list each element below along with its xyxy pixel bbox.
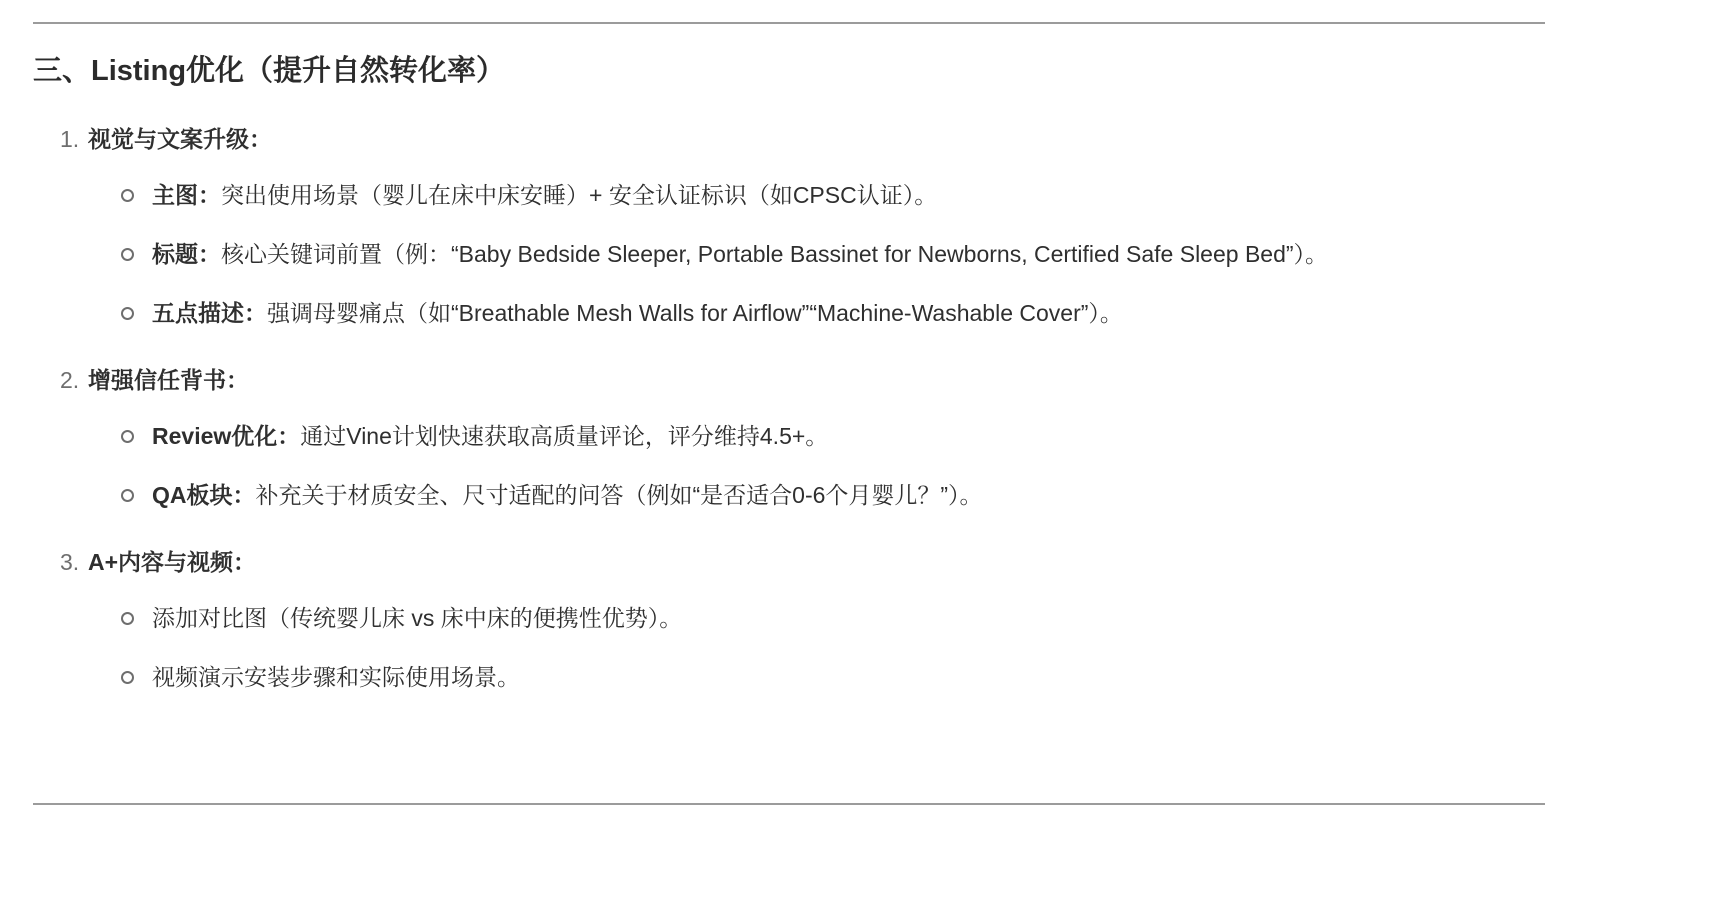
bullet-body: 通过Vine计划快速获取高质量评论，评分维持4.5+。	[300, 423, 829, 449]
top-divider	[33, 22, 1545, 24]
list-item-body	[88, 537, 1545, 711]
bottom-divider	[33, 803, 1545, 805]
list-item-label: A+内容与视频：	[88, 549, 257, 575]
bullet-text	[152, 229, 1328, 280]
list-item	[88, 229, 1545, 280]
bullet-lead: 五点描述：	[152, 300, 267, 326]
list-item-label: 增强信任背书：	[88, 367, 249, 393]
section-heading: 三、Listing优化（提升自然转化率）	[33, 55, 506, 87]
bullet-icon	[121, 671, 134, 684]
bullet-icon	[121, 248, 134, 261]
list-item	[88, 652, 1545, 703]
bullet-icon	[121, 307, 134, 320]
document-content	[33, 22, 1545, 805]
ordered-list	[33, 114, 1545, 711]
sub-bullet-list	[88, 593, 1545, 703]
bullet-icon	[121, 612, 134, 625]
bullet-icon	[121, 189, 134, 202]
list-item-number: 3.	[60, 549, 80, 575]
list-item-number: 1.	[60, 126, 80, 152]
bullet-body: 视频演示安装步骤和实际使用场景。	[152, 664, 520, 690]
bullet-icon	[121, 489, 134, 502]
list-item	[88, 411, 1545, 462]
list-item	[33, 114, 1545, 347]
list-item	[88, 170, 1545, 221]
list-item	[88, 593, 1545, 644]
sub-bullet-list	[88, 411, 1545, 521]
list-item	[88, 470, 1545, 521]
list-item-label: 视觉与文案升级：	[88, 126, 272, 152]
list-item-body	[88, 355, 1545, 529]
list-item-body	[88, 114, 1545, 347]
bullet-lead: Review优化：	[152, 423, 301, 449]
bullet-body: 添加对比图（传统婴儿床 vs 床中床的便携性优势）。	[152, 605, 683, 631]
bullet-body: 强调母婴痛点（如“Breathable Mesh Walls for Airflow”“Machine-Washable Cover”）。	[267, 300, 1123, 326]
bullet-lead: QA板块：	[152, 482, 256, 508]
bullet-icon	[121, 430, 134, 443]
bullet-body: 补充关于材质安全、尺寸适配的问答（例如“是否适合0-6个月婴儿？”）。	[255, 482, 983, 508]
sub-bullet-list	[88, 170, 1545, 339]
list-item	[33, 537, 1545, 711]
bullet-body: 突出使用场景（婴儿在床中床安睡）+ 安全认证标识（如CPSC认证）。	[221, 182, 938, 208]
bullet-text	[152, 288, 1123, 339]
list-item-number: 2.	[60, 367, 80, 393]
bullet-text	[152, 593, 682, 644]
bullet-text	[152, 411, 828, 462]
bullet-body: 核心关键词前置（例：“Baby Bedside Sleeper, Portable Bassinet for Newborns, Certified Safe Sleep Bed”）。	[221, 241, 1329, 267]
bullet-lead: 标题：	[152, 241, 221, 267]
bullet-text	[152, 170, 937, 221]
list-item	[33, 355, 1545, 529]
bullet-text	[152, 470, 983, 521]
list-item	[88, 288, 1545, 339]
bullet-lead: 主图：	[152, 182, 221, 208]
bullet-text	[152, 652, 520, 703]
